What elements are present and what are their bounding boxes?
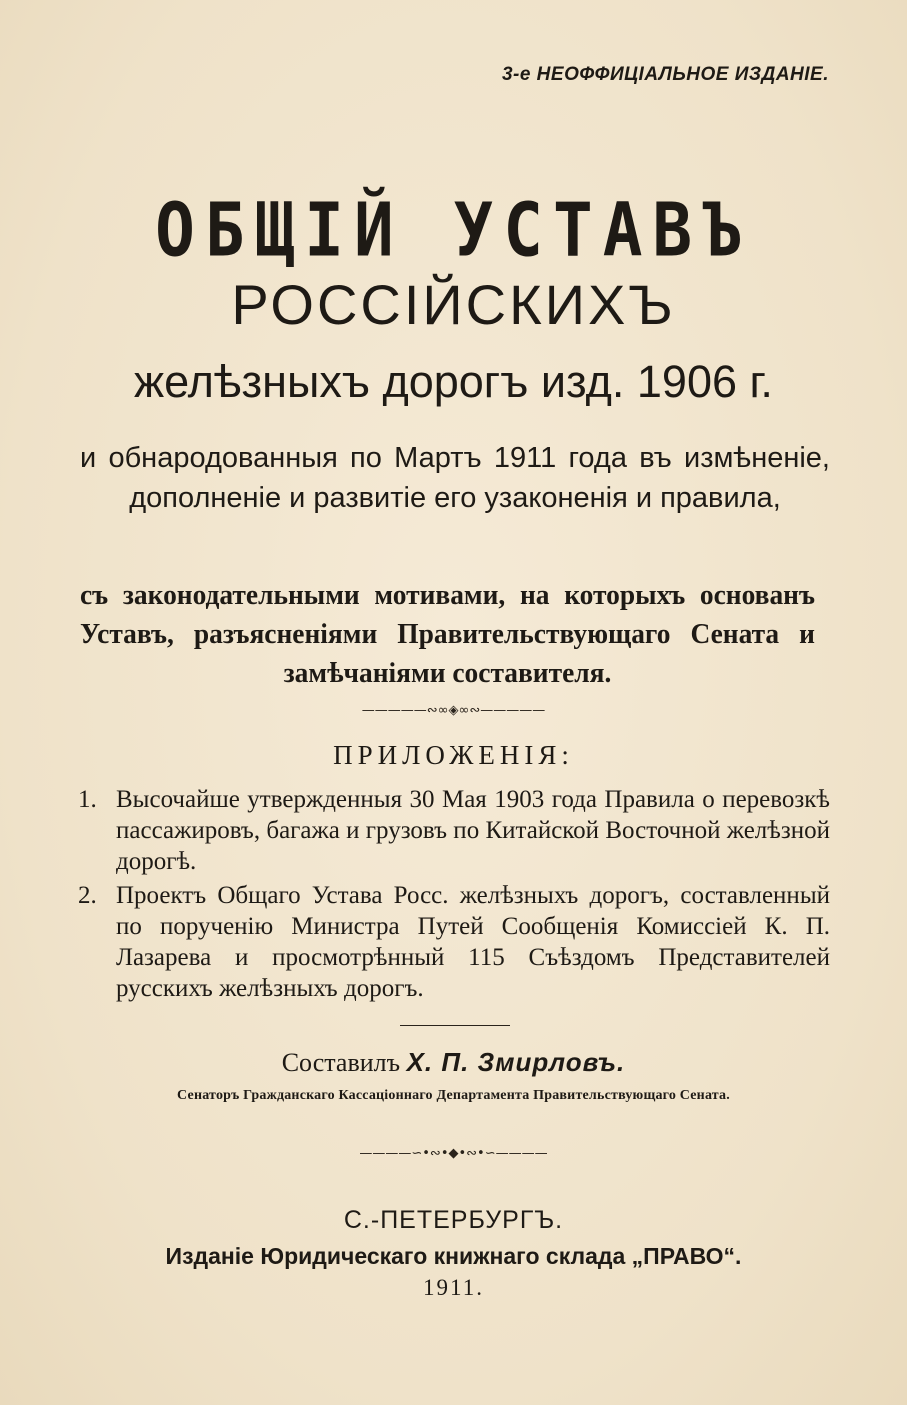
title-line-1: ОБЩІЙ УСТАВЪ [155,187,752,274]
appendix-item-number: 2. [78,882,97,909]
short-rule-divider [400,1025,510,1026]
compiler-line [0,1047,907,1078]
appendix-item [78,880,830,1004]
motives-text: съ законодательными мотивами, на которыхъ основанъ Уставъ, разъясненіями Правительствующаго Сената и замѣчаніями составителя. [80,580,815,689]
appendix-heading: ПРИЛОЖЕНІЯ: [333,740,574,770]
appendix-item-text: Проектъ Общаго Устава Росс. желѣзныхъ дорогъ, составленный по порученію Министра Путей Сообщенія Комиссіей К. П. Лазарева и просмотрѣнный 115 Съѣздомъ Представителей русскихъ желѣзныхъ дорогъ. [116,882,830,1002]
title-line-2: РОССІЙСКИХЪ [231,273,676,336]
imprint-publisher: Изданіе Юридическаго книжнаго склада „ПРАВО“. [165,1243,742,1269]
appendix-item-number: 1. [78,786,97,813]
subtitle: и обнародованныя по Мартъ 1911 года въ измѣненіе, дополненіе и развитіе его узаконенія и правила, [80,442,830,514]
edition-note: 3-е НЕОФФИЦІАЛЬНОЕ ИЗДАНІЕ. [501,64,829,85]
compiler-name: Х. П. Змирловъ. [406,1047,626,1077]
appendix-list [78,784,830,1007]
ornament-divider-bottom: ————∽•∾•◆•∾•∽———— [359,1146,548,1161]
appendix-item-text: Высочайше утвержденныя 30 Мая 1903 года Правила о перевозкѣ пассажировъ, багажа и грузовъ по Китайской Восточной желѣзной дорогѣ. [116,786,830,875]
appendix-item [78,784,830,877]
title-line-3: желѣзныхъ дорогъ изд. 1906 г. [134,356,773,407]
compiler-title: Сенаторъ Гражданскаго Кассаціоннаго Департамента Правительствующаго Сената. [177,1088,730,1103]
ornament-divider-top: —————∾∞◈∞∾————— [361,703,546,718]
imprint-city: С.-ПЕТЕРБУРГЪ. [343,1206,564,1234]
imprint-year: 1911. [423,1275,484,1300]
compiler-label: Составилъ [281,1048,401,1077]
